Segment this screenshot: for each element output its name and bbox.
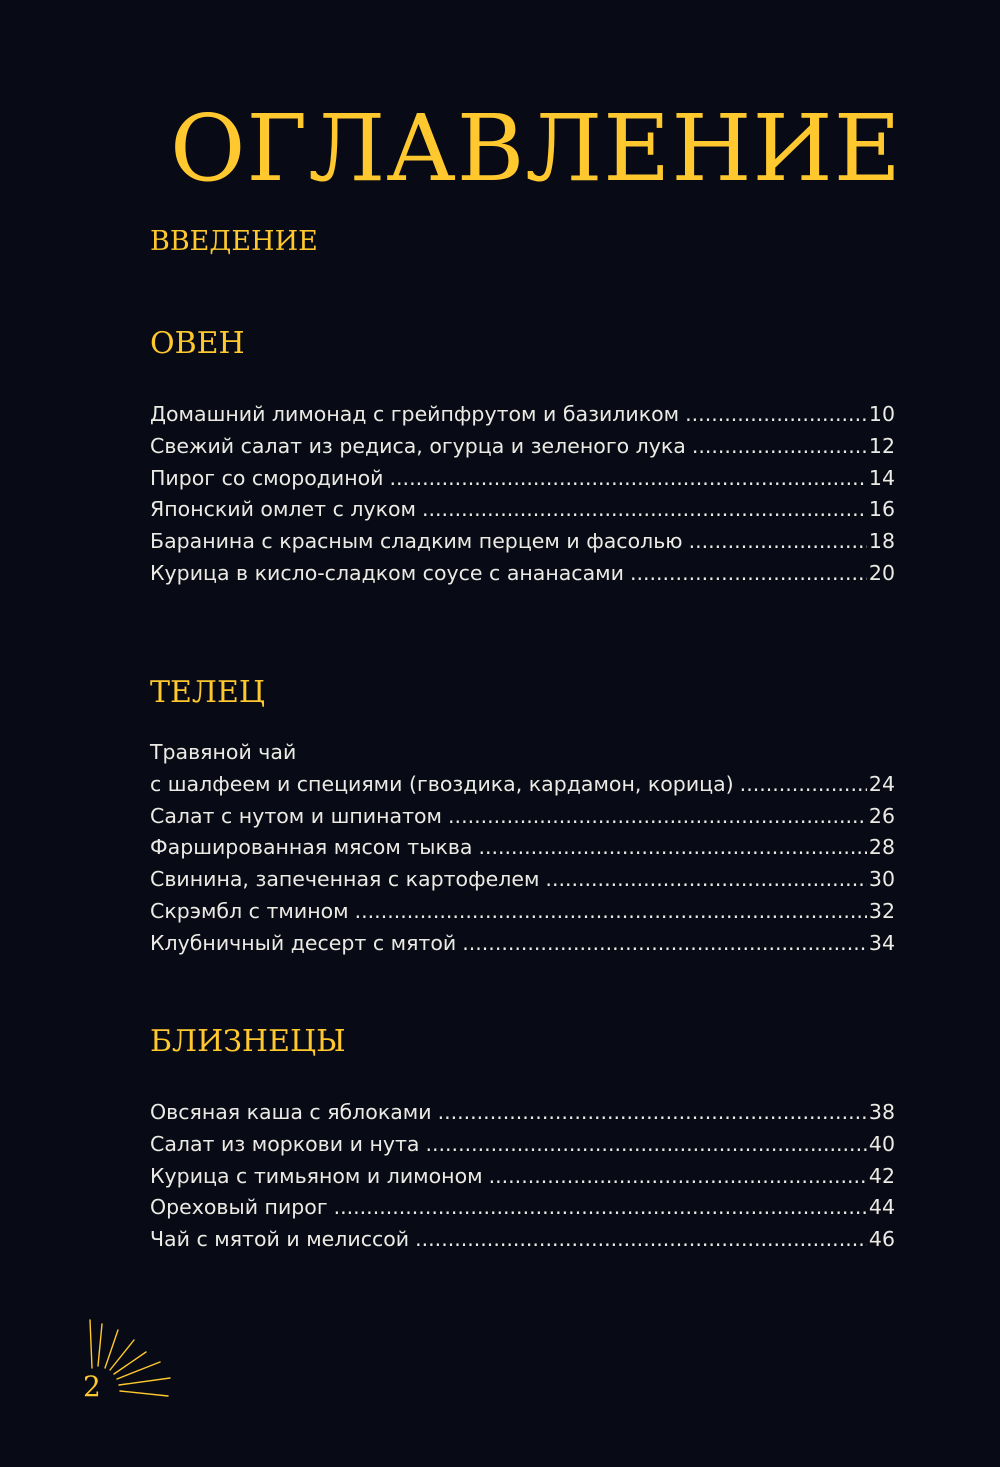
toc-entry[interactable] xyxy=(150,431,895,463)
toc-entry[interactable] xyxy=(150,928,895,960)
dot-leader xyxy=(462,928,867,960)
toc-entry-title: Ореховый пирог xyxy=(150,1195,328,1220)
section-heading-gemini[interactable]: БЛИЗНЕЦЫ xyxy=(150,1024,346,1059)
toc-entry-page: 12 xyxy=(868,433,895,458)
toc-entry-title: Салат с нутом и шпинатом xyxy=(150,803,443,828)
dot-leader xyxy=(425,1129,866,1161)
toc-entry-title: Салат из моркови и нута xyxy=(150,1131,420,1156)
dot-leader xyxy=(689,526,867,558)
toc-entry-page: 44 xyxy=(868,1195,895,1220)
toc-entry-page: 38 xyxy=(868,1100,895,1124)
toc-entry[interactable] xyxy=(150,526,895,558)
dot-leader xyxy=(489,1161,867,1193)
dot-leader xyxy=(355,896,867,928)
dot-leader xyxy=(692,431,867,463)
toc-entry-page: 42 xyxy=(868,1163,895,1188)
toc-entry-title: Чай с мятой и мелиссой xyxy=(150,1227,410,1252)
toc-list-taurus xyxy=(150,737,895,960)
toc-entry[interactable] xyxy=(150,1192,895,1224)
dot-leader xyxy=(448,801,867,833)
toc-entry-line2 xyxy=(150,769,895,801)
section-heading-aries[interactable]: ОВЕН xyxy=(150,326,245,361)
dot-leader xyxy=(478,832,866,864)
toc-entry-page: 46 xyxy=(868,1227,895,1252)
toc-list-aries xyxy=(150,399,895,590)
toc-entry-page: 20 xyxy=(868,560,895,585)
toc-entry-title: Фаршированная мясом тыква xyxy=(150,835,473,860)
section-heading-taurus[interactable]: ТЕЛЕЦ xyxy=(150,675,266,710)
toc-entry[interactable] xyxy=(150,558,895,590)
toc-entry[interactable] xyxy=(150,801,895,833)
toc-entry[interactable] xyxy=(150,1097,895,1129)
toc-entry-page: 14 xyxy=(868,465,895,490)
dot-leader xyxy=(545,864,866,896)
dot-leader xyxy=(334,1192,867,1224)
toc-entry-page: 16 xyxy=(868,497,895,522)
toc-entry[interactable] xyxy=(150,1129,895,1161)
toc-entry[interactable] xyxy=(150,463,895,495)
toc-entry-title: Клубничный десерт с мятой xyxy=(150,930,457,955)
toc-entry[interactable] xyxy=(150,494,895,526)
intro-heading[interactable]: ВВЕДЕНИЕ xyxy=(150,226,318,257)
dot-leader xyxy=(415,1224,867,1256)
toc-entry-multiline[interactable] xyxy=(150,737,895,801)
toc-entry-title: с шалфеем и специями (гвоздика, кардамон, корица) xyxy=(150,771,734,796)
toc-entry-title: Курица с тимьяном и лимоном xyxy=(150,1163,483,1188)
dot-leader xyxy=(422,494,867,526)
toc-entry[interactable] xyxy=(150,1161,895,1193)
toc-entry-title: Японский омлет с луком xyxy=(150,497,416,522)
toc-entry-page: 32 xyxy=(868,898,895,923)
toc-list-gemini xyxy=(150,1097,895,1256)
dot-leader xyxy=(438,1097,867,1129)
page-title: ОГЛАВЛЕНИЕ xyxy=(170,95,902,202)
section-gemini xyxy=(150,1020,895,1256)
section-aries xyxy=(150,322,895,590)
toc-entry-page: 18 xyxy=(868,529,895,554)
toc-entry-title: Пирог со смородиной xyxy=(150,465,384,490)
toc-entry-page: 24 xyxy=(868,771,895,796)
toc-entry[interactable] xyxy=(150,832,895,864)
toc-entry[interactable] xyxy=(150,864,895,896)
toc-entry-page: 26 xyxy=(868,803,895,828)
toc-entry[interactable] xyxy=(150,399,895,431)
toc-entry-page: 28 xyxy=(868,835,895,860)
toc-entry-title-line1: Травяной чай xyxy=(150,740,297,764)
toc-entry-title: Баранина с красным сладким перцем и фасолью xyxy=(150,529,683,554)
dot-leader xyxy=(390,463,867,495)
toc-entry-page: 34 xyxy=(868,930,895,955)
toc-entry-title: Домашний лимонад с грейпфрутом и базиликом xyxy=(150,402,680,426)
toc-entry-title: Свежий салат из редиса, огурца и зеленого лука xyxy=(150,433,686,458)
toc-entry-page: 40 xyxy=(868,1131,895,1156)
toc-entry-title: Свинина, запеченная с картофелем xyxy=(150,867,540,892)
toc-entry-title: Курица в кисло-сладком соусе с ананасами xyxy=(150,560,624,585)
section-taurus xyxy=(150,671,895,960)
dot-leader xyxy=(740,769,867,801)
toc-entry[interactable] xyxy=(150,896,895,928)
toc-entry-page: 10 xyxy=(868,402,895,426)
page-number: 2 xyxy=(83,1370,101,1403)
dot-leader xyxy=(685,399,867,431)
toc-entry[interactable] xyxy=(150,1224,895,1256)
toc-entry-title: Скрэмбл с тмином xyxy=(150,898,349,923)
dot-leader xyxy=(630,558,867,590)
toc-entry-page: 30 xyxy=(868,867,895,892)
toc-entry-title: Овсяная каша с яблоками xyxy=(150,1100,432,1124)
